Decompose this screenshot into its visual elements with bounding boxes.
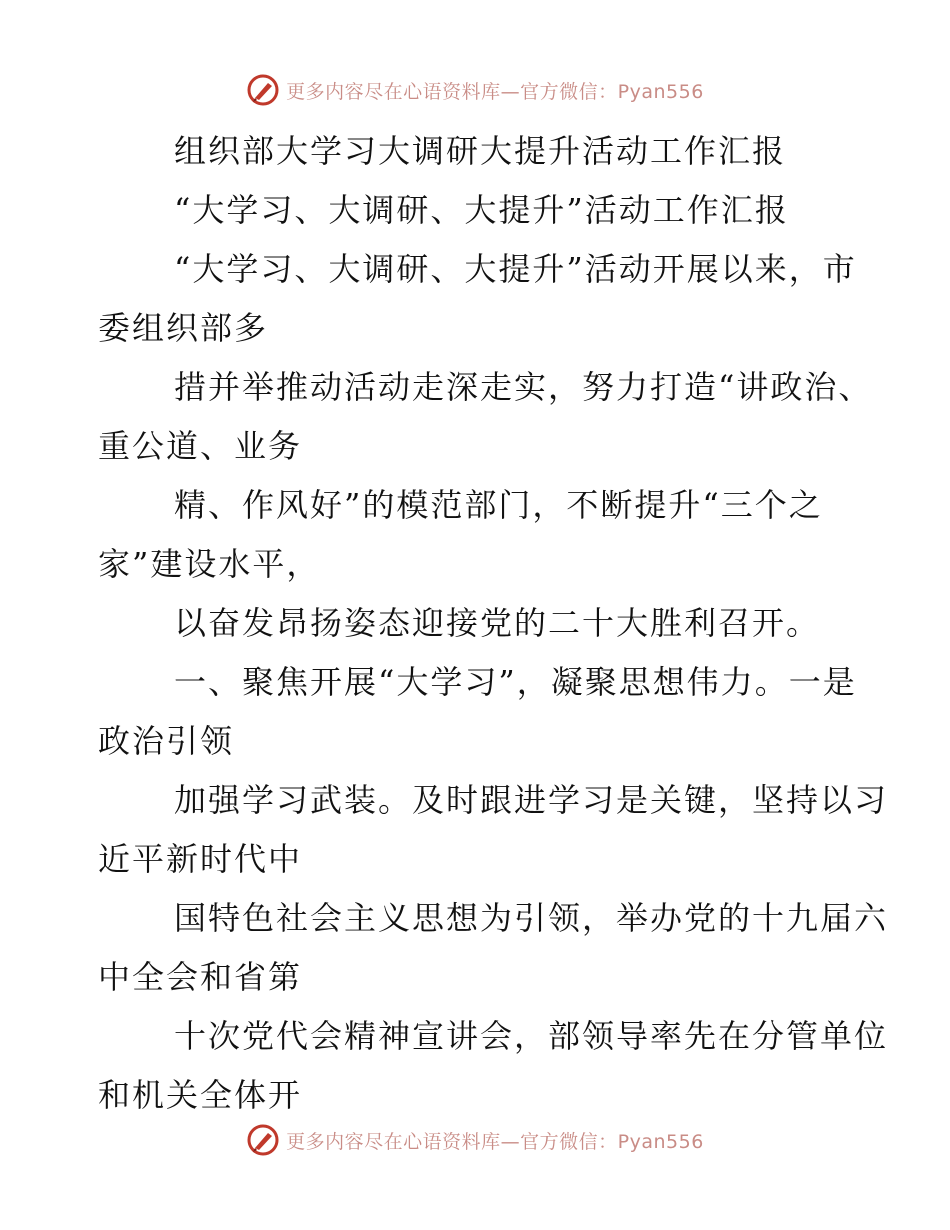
- text-line: 和机关全体开: [98, 1076, 303, 1114]
- document-body: [98, 122, 889, 1125]
- text-line: 精、作风好”的模范部门，不断提升“三个之: [174, 486, 823, 524]
- text-line: 中全会和省第: [98, 958, 303, 996]
- text-line: 委组织部多: [98, 309, 269, 347]
- section-heading-line: 一、聚焦开展“大学习”，凝聚思想伟力。一是: [174, 663, 857, 701]
- text-line: 政治引领: [98, 722, 235, 760]
- text-line: 国特色社会主义思想为引领，举办党的十九届六: [174, 899, 889, 937]
- pen-logo-icon: [246, 73, 280, 107]
- text-line: “大学习、大调研、大提升”活动开展以来，市: [174, 250, 857, 288]
- document-subtitle: “大学习、大调研、大提升”活动工作汇报: [174, 191, 789, 229]
- header-watermark: [0, 70, 950, 110]
- text-line: 十次党代会精神宣讲会，部领导率先在分管单位: [174, 1017, 889, 1055]
- text-line: 以奋发昂扬姿态迎接党的二十大胜利召开。: [174, 604, 821, 642]
- watermark-text: 更多内容尽在心语资料库—官方微信：Pyan556: [286, 1130, 704, 1153]
- text-line: 近平新时代中: [98, 840, 303, 878]
- text-line: 家”建设水平，: [98, 545, 321, 583]
- footer-watermark: [0, 1120, 950, 1160]
- watermark-text: 更多内容尽在心语资料库—官方微信：Pyan556: [286, 80, 704, 103]
- text-line: 重公道、业务: [98, 427, 303, 465]
- document-title: 组织部大学习大调研大提升活动工作汇报: [174, 132, 787, 170]
- pen-logo-icon: [246, 1123, 280, 1157]
- text-line: 措并举推动活动走深走实，努力打造“讲政治、: [174, 368, 873, 406]
- text-line: 加强学习武装。及时跟进学习是关键，坚持以习: [174, 781, 889, 819]
